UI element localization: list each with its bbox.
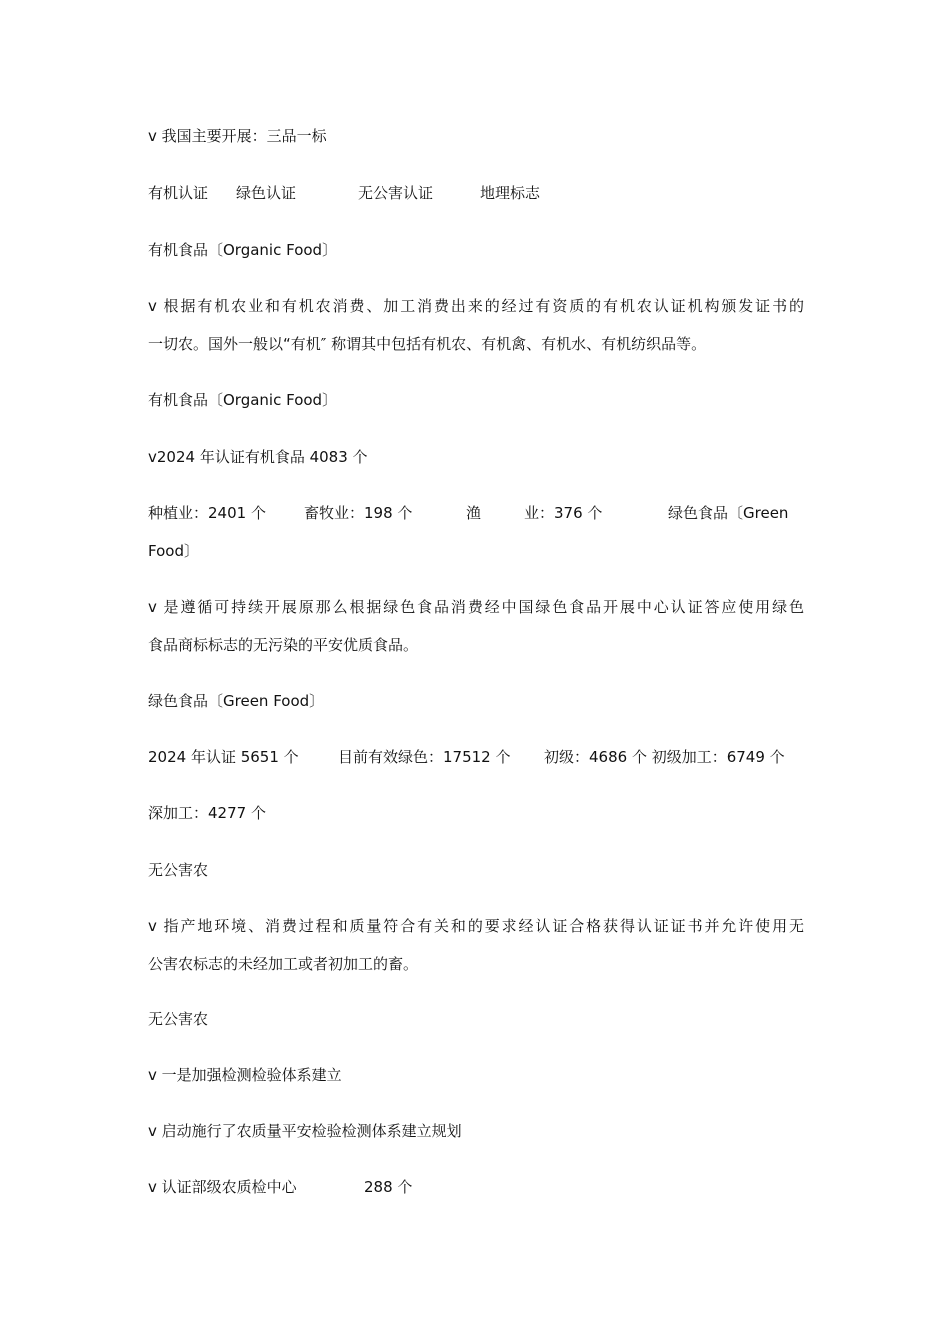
industry-stats-row (148, 503, 804, 523)
section-heading: 绿色食品〔Green Food〕 (148, 692, 325, 710)
stat-fishery-a: 渔 (466, 504, 482, 522)
text-line: v 我国主要开展：三品一标 (148, 127, 327, 145)
cert-pollution-free: 无公害认证 (358, 184, 434, 202)
text-line: 深加工：4277 个 (148, 804, 266, 822)
section-heading: 无公害农 (148, 861, 209, 879)
cert-organic: 有机认证 (148, 184, 209, 202)
stat-lab-label: v 认证部级农质检中心 (148, 1178, 297, 1196)
text-line: v2024 年认证有机食品 4083 个 (148, 448, 368, 466)
paragraph-line: v 根据有机农业和有机农消费、加工消费出来的经过有资质的有机农认证机构颁发证书的 (148, 297, 804, 315)
text-line: Food〕 (148, 542, 199, 560)
green-stats-row (148, 747, 804, 767)
section-heading: 有机食品〔Organic Food〕 (148, 241, 338, 259)
stat-lab-count: 288 个 (364, 1178, 413, 1196)
stat-primary: 初级：4686 个 初级加工：6749 个 (544, 748, 785, 766)
text-line: v 一是加强检测检验体系建立 (148, 1066, 342, 1084)
stat-fishery-b: 业：376 个 (524, 504, 603, 522)
stat-valid: 目前有效绿色：17512 个 (338, 748, 511, 766)
cert-geographic: 地理标志 (480, 184, 541, 202)
section-heading-green: 绿色食品〔Green (668, 504, 789, 522)
paragraph-line: v 指产地环境、消费过程和质量符合有关和的要求经认证合格获得认证证书并允许使用无 (148, 917, 804, 935)
cert-green: 绿色认证 (236, 184, 297, 202)
section-heading: 无公害农 (148, 1010, 209, 1028)
certification-types-row (148, 183, 808, 203)
paragraph-line: v 是遵循可持续开展原那么根据绿色食品消费经中国绿色食品开展中心认证答应使用绿色 (148, 598, 804, 616)
stat-planting: 种植业：2401 个 (148, 504, 266, 522)
paragraph-line: 食品商标标志的无污染的平安优质食品。 (148, 636, 419, 654)
section-heading: 有机食品〔Organic Food〕 (148, 391, 338, 409)
lab-stats-row (148, 1177, 548, 1197)
paragraph-line: 公害农标志的未经加工或者初加工的畜。 (148, 955, 419, 973)
stat-certified: 2024 年认证 5651 个 (148, 748, 299, 766)
stat-livestock: 畜牧业：198 个 (304, 504, 413, 522)
text-line: v 启动施行了农质量平安检验检测体系建立规划 (148, 1122, 462, 1140)
paragraph-line: 一切农。国外一般以“有机″ 称谓其中包括有机农、有机禽、有机水、有机纺织品等。 (148, 335, 707, 353)
